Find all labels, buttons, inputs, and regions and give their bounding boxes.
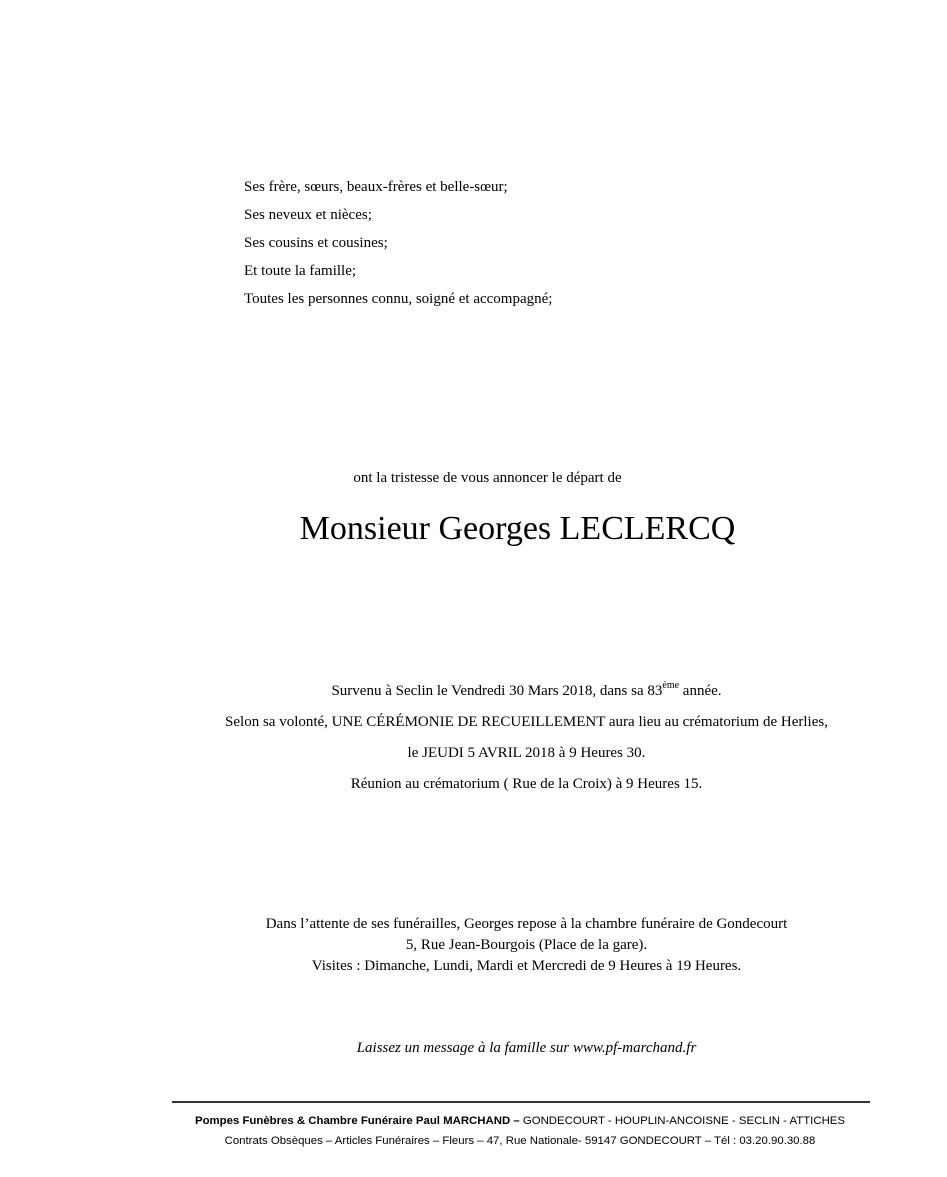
wake-line: Dans l’attente de ses funérailles, Georges repose à la chambre funéraire de Gondecourt <box>265 916 788 932</box>
family-line: Et toute la famille; <box>244 263 357 279</box>
family-line: Toutes les personnes connu, soigné et accompagné; <box>244 291 553 307</box>
family-line: Ses cousins et cousines; <box>244 235 388 251</box>
death-notice <box>0 676 947 707</box>
deceased-name: Monsieur Georges LECLERCQ <box>299 510 736 547</box>
family-line: Ses frère, sœurs, beaux-frères et belle-sœur; <box>244 179 508 195</box>
death-notice-end: année. <box>679 683 722 699</box>
company-locations: GONDECOURT - HOUPLIN-ANCOISNE - SECLIN - ATTICHES <box>519 1115 845 1127</box>
ceremony-date: le JEUDI 5 AVRIL 2018 à 9 Heures 30. <box>407 745 646 761</box>
footer <box>150 1111 890 1151</box>
footer-divider <box>172 1101 870 1103</box>
wake-info <box>0 914 947 977</box>
announcement-text: ont la tristesse de vous annoncer le départ de <box>353 470 622 486</box>
condolence-message: Laissez un message à la famille sur www.pf-marchand.fr <box>356 1040 697 1056</box>
company-name: Pompes Funèbres & Chambre Funéraire Paul MARCHAND – <box>194 1115 520 1127</box>
ordinal-suffix: ème <box>662 680 680 691</box>
death-notice-text: Survenu à Seclin le Vendredi 30 Mars 2018, dans sa 83 <box>331 683 663 699</box>
footer-company-line <box>150 1111 890 1131</box>
footer-services-line: Contrats Obsèques – Articles Funéraires – Fleurs – 47, Rue Nationale- 59147 GONDECOURT – Tél : 03.20.90.30.88 <box>224 1135 816 1147</box>
family-line: Ses neveux et nièces; <box>244 207 372 223</box>
wake-address: 5, Rue Jean-Bourgois (Place de la gare). <box>405 937 648 953</box>
family-list <box>244 173 552 313</box>
ceremony-details <box>0 676 947 800</box>
visiting-hours: Visites : Dimanche, Lundi, Mardi et Mercredi de 9 Heures à 19 Heures. <box>311 958 742 974</box>
ceremony-line: Selon sa volonté, UNE CÉRÉMONIE DE RECUEILLEMENT aura lieu au crématorium de Herlies, <box>225 714 828 730</box>
meeting-line: Réunion au crématorium ( Rue de la Croix) à 9 Heures 15. <box>350 776 703 792</box>
